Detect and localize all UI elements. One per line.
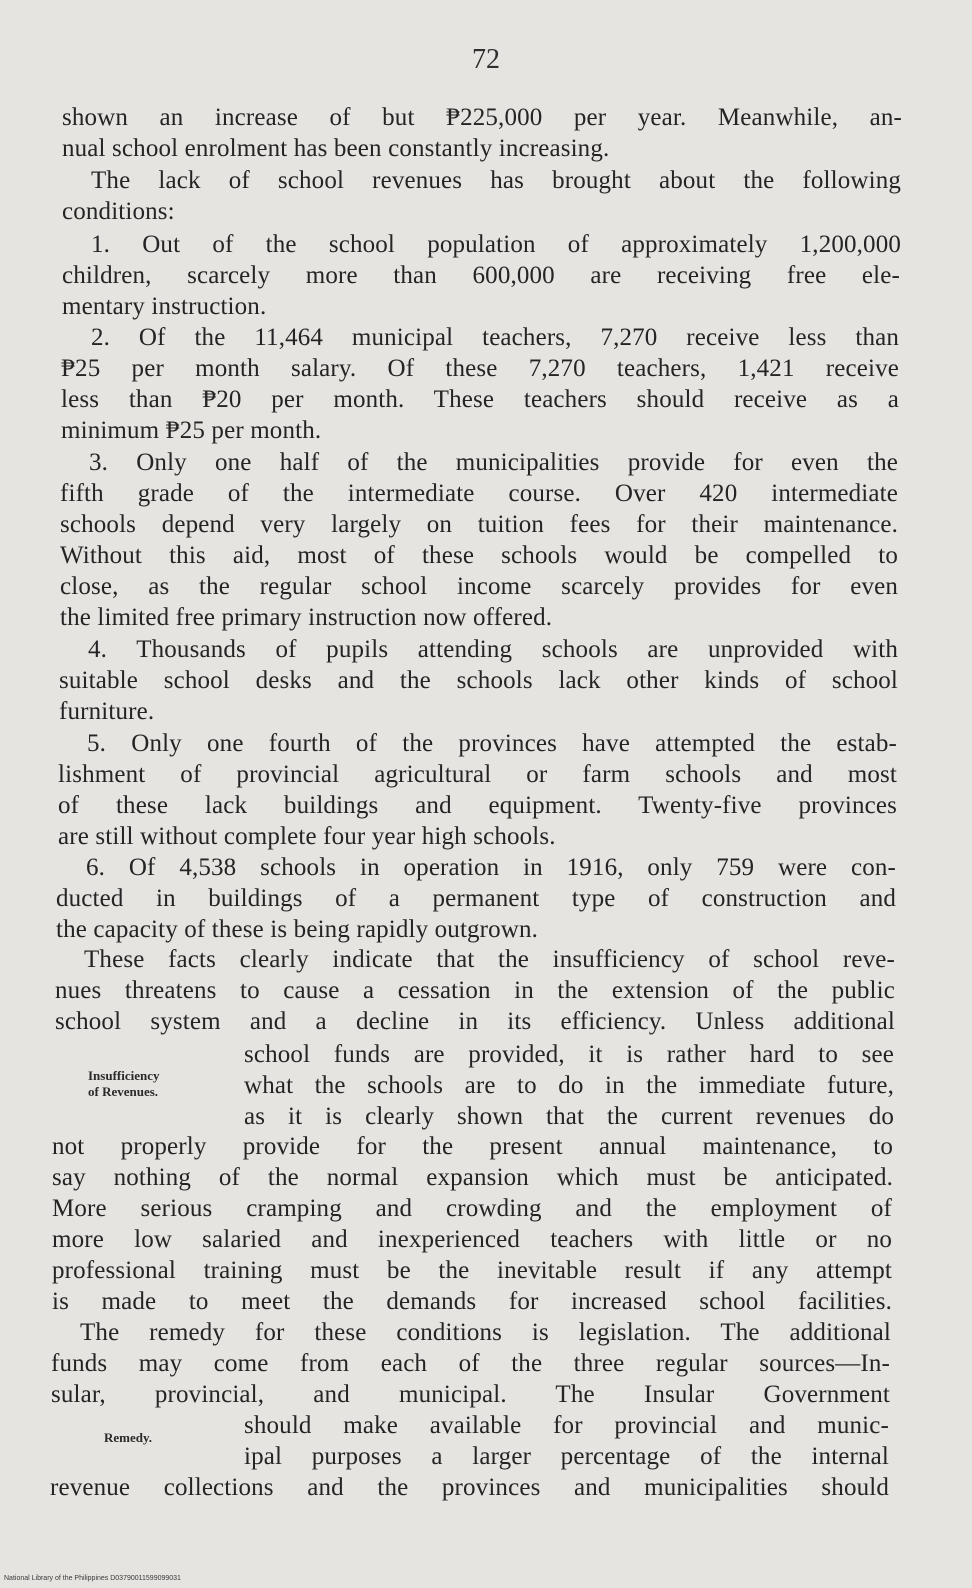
text-line: revenue collections and the provinces and municipalities should [50,1474,889,1501]
text-line: 6. Of 4,538 schools in operation in 1916, only 759 were con- [86,854,896,881]
text-line: The remedy for these conditions is legislation. The additional [80,1319,891,1346]
text-line: what the schools are to do in the immediate future, [244,1072,894,1099]
text-line: ipal purposes a larger percentage of the internal [244,1443,889,1470]
text-line: 1. Out of the school population of approximately 1,200,000 [91,231,901,258]
text-line: 2. Of the 11,464 municipal teachers, 7,270 receive less than [91,324,899,351]
text-line: less than ₱20 per month. These teachers should receive as a [61,386,899,413]
text-line: more low salaried and inexperienced teachers with little or no [52,1226,892,1253]
text-line: 3. Only one half of the municipalities provide for even the [89,449,898,476]
text-line: minimum ₱25 per month. [61,417,322,444]
text-line: of these lack buildings and equipment. Twenty-five provinces [58,792,897,819]
page-number: 72 [472,44,500,75]
text-line: close, as the regular school income scarcely provides for even [60,573,898,600]
text-line: suitable school desks and the schools lack other kinds of school [59,667,898,694]
text-line: 4. Thousands of pupils attending schools are unprovided with [88,636,898,663]
text-line: The lack of school revenues has brought about the following [91,167,901,194]
text-line: schools depend very largely on tuition fees for their maintenance. [60,511,898,538]
text-line: lishment of provincial agricultural or farm schools and most [58,761,897,788]
text-line: nual school enrolment has been constantly increasing. [62,135,610,162]
text-line: is made to meet the demands for increased school facilities. [52,1288,892,1315]
text-line: furniture. [59,698,155,725]
text-line: conditions: [62,198,175,225]
text-line: sular, provincial, and municipal. The Insular Government [51,1381,890,1408]
text-line: school funds are provided, it is rather hard to see [244,1041,894,1068]
text-line: children, scarcely more than 600,000 are receiving free ele- [62,262,900,289]
text-line: 5. Only one fourth of the provinces have attempted the estab- [87,730,897,757]
text-line: as it is clearly shown that the current revenues do [244,1103,894,1130]
text-line: professional training must be the inevitable result if any attempt [52,1257,892,1284]
text-line: say nothing of the normal expansion which must be anticipated. [52,1164,893,1191]
text-line: the capacity of these is being rapidly outgrown. [56,916,539,943]
margin-note-remedy: Remedy. [104,1430,153,1445]
text-line: fifth grade of the intermediate course. Over 420 intermediate [60,480,898,507]
text-line: shown an increase of but ₱225,000 per year. Meanwhile, an- [62,104,902,131]
text-line: nues threatens to cause a cessation in the extension of the public [55,977,895,1004]
text-line: mentary instruction. [62,293,267,320]
text-line: are still without complete four year high schools. [58,823,556,850]
margin-note-insufficiency [88,1068,160,1100]
margin-note-insufficiency-line2: of Revenues. [88,1084,159,1099]
text-line: not properly provide for the present annual maintenance, to [52,1133,893,1160]
text-line: ducted in buildings of a permanent type of construction and [56,885,896,912]
text-line: the limited free primary instruction now offered. [60,604,553,631]
text-line: These facts clearly indicate that the insufficiency of school reve- [84,946,895,973]
text-line: school system and a decline in its efficiency. Unless additional [55,1008,895,1035]
margin-note-insufficiency-line1: Insufficiency [88,1068,160,1083]
text-line: funds may come from each of the three regular sources—In- [51,1350,890,1377]
text-line: ₱25 per month salary. Of these 7,270 teachers, 1,421 receive [61,355,899,382]
text-line: More serious cramping and crowding and the employment of [52,1195,892,1222]
text-line: Without this aid, most of these schools would be compelled to [60,542,898,569]
footer-credit: National Library of the Philippines D03790011599099031 [4,1575,181,1582]
text-line: should make available for provincial and munic- [244,1412,889,1439]
